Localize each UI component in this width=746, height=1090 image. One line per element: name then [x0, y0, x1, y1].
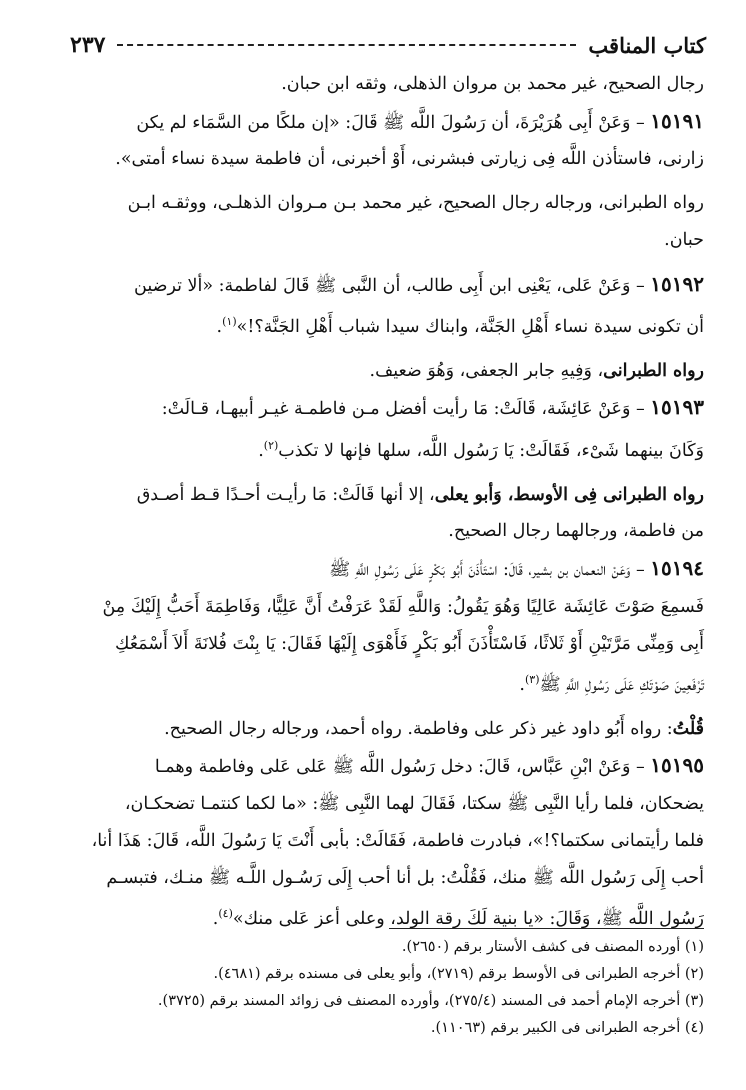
hadith-number: ١٥١٩٥	[650, 753, 704, 778]
footnote-ref: (٢)	[263, 439, 279, 453]
header-divider	[117, 44, 576, 46]
text-line: وَكَانَ بينهما شَىْء، فَقَالَتْ: يَا رَسُول اللَّه، سلها فإنها لا تكذب$^{(٢)}$.	[258, 439, 704, 461]
footnote-ref: (٤)	[218, 907, 233, 921]
hadith-line: ١٥١٩٥ – وَعَنْ ابْنِ عَبَّاس، قَالَ: دخل رَسُول اللَّه ﷺ عَلى عَلى وفاطمة وهمـا	[154, 753, 704, 778]
footnotes	[56, 934, 704, 1042]
page-header	[70, 30, 706, 60]
footnote-ref: (٣)	[524, 673, 540, 687]
footnote: (٤) أخرجه الطبرانى فى الكبير برقم (١١٠٦٣).	[430, 1020, 704, 1036]
hadith-line: ١٥١٩١ – وَعَنْ أَبِى هُرَيْرَةَ، أن رَسُولَ اللَّه ﷺ قَالَ: «إن ملكًا من السَّمَاء لم يكن	[136, 108, 704, 133]
hadith-number: ١٥١٩٣	[650, 395, 704, 420]
text-line: تَرْفَعِينَ صَوْتَكِ عَلَى رَسُولِ اللَّهِ ﷺ$^{(٣)}$.	[519, 673, 704, 696]
text-line: رواه الطبرانى، وَفِيهِ جابر الجعفى، وَهُوَ ضعيف.	[369, 360, 704, 381]
text-line: رواه الطبرانى، ورجاله رجال الصحيح، غير محمد بـن مـروان الذهلـى، ووثقـه ابـن	[127, 193, 704, 214]
hadith-line: ١٥١٩٢ – وَعَنْ عَلى، يَعْنِى ابن أَبِى طالب، أن النَّبى ﷺ قَالَ لفاطمة: «ألا ترضين	[134, 271, 704, 296]
text-line: رَسُول اللَّه ﷺ، وَقَالَ: «يا بنية لَكَ رقة الولد، وعلى أعز عَلى منك»$^{(٤)}$.	[212, 907, 704, 930]
text-line: أن تكونى سيدة نساء أَهْلِ الجَنَّة، وابناك سيدا شباب أَهْلِ الجَنَّة؟!»$^{(١)}$.	[216, 315, 704, 338]
text-line: فَسمِعَ صَوْتَ عَائِشَة عَالِيًا وَهُوَ يَقُولُ: وَاللَّهِ لَقَدْ عَرَفْتُ أَنَّ عَلِيًّا، وَفَاطِمَةَ أَحَبُّ إِلَيْكَ مِنْ	[102, 596, 704, 617]
footnote-ref: (١)	[222, 315, 237, 329]
text-line: رواه الطبرانى فِى الأوسط، وَأبو يعلى، إلا أنها قَالَتْ: مَا رأيـت أحـدًا قـط أصـدق	[136, 484, 704, 505]
hadith-number: ١٥١٩٢	[650, 271, 704, 296]
footnote: (١) أورده المصنف فى كشف الأستار برقم (٢٦٥٠).	[401, 939, 704, 955]
text-line: من فاطمة، ورجالهما رجال الصحيح.	[448, 521, 704, 542]
text-line: قُلْتُ: رواه أَبُو داود غير ذكر على وفاطمة. رواه أحمد، ورجاله رجال الصحيح.	[164, 718, 704, 739]
main-text	[56, 66, 704, 938]
hadith-line: ١٥١٩٣ – وَعَنْ عَائِشَة، قَالَتْ: مَا رأيت أفضل مـن فاطمـة غيـر أبيهـا، قـالَتْ:	[161, 395, 704, 420]
footnote: (٣) أخرجه الإمام أحمد فى المسند (٢٧٥/٤)، وأورده المصنف فى زوائد المسند برقم (٣٧٢٥).	[157, 993, 704, 1009]
text-line: يضحكان، فلما رأيا النَّبِى ﷺ سكتا، فَقَالَ لهما النَّبِى ﷺ: «ما لكما كنتمـا تضحكـان،	[124, 794, 704, 815]
page-number: ٢٣٧	[70, 32, 106, 58]
text-line: أحب إِلَى رَسُول اللَّه ﷺ منك، فَقُلْتُ: بل أنا أحب إِلَى رَسُـول اللَّـه ﷺ منـك، فتبسـم	[106, 867, 704, 888]
text-line: فلما رأيتمانى سكتما؟!»، فبادرت فاطمة، فَقَالَتْ: بأبى أَنْتَ يَا رَسُولَ اللَّه، قَالَ: هَذَا أنا،	[91, 830, 704, 851]
footnote: (٢) أخرجه الطبرانى فى الأوسط برقم (٢٧١٩)، وأبو يعلى فى مسنده برقم (٤٦٨١).	[213, 966, 704, 982]
text-line: أَبِى وَمِنِّى مَرَّتَيْنِ أَوْ ثَلاثًا، فَاسْتَأْذَنَ أَبُو بَكْرٍ فَأَهْوَى إِلَيْهَا فَقَالَ: يَا بِنْتَ فُلانَةَ أَلاَ أَسْمَعُكِ	[115, 633, 704, 654]
hadith-line: ١٥١٩٤ – وَعَنْ النعمان بن بشير، قَالَ: اسْتَأْذَنَ أَبُو بَكْرٍ عَلَى رَسُولِ اللَّهِ ﷺ	[329, 556, 704, 581]
text-line: رجال الصحيح، غير محمد بن مروان الذهلى، وثقه ابن حبان.	[281, 74, 704, 94]
text-line: زارنى، فاستأذن اللَّه فِى زيارتى فبشرنى، أَوْ أخبرنى، أن فاطمة سيدة نساء أمتى».	[115, 149, 704, 170]
hadith-number: ١٥١٩٤	[650, 556, 704, 581]
text-line: حبان.	[664, 229, 704, 250]
hadith-number: ١٥١٩١	[650, 108, 704, 133]
book-title: كتاب المناقب	[588, 32, 706, 58]
footnote-divider	[389, 928, 704, 929]
